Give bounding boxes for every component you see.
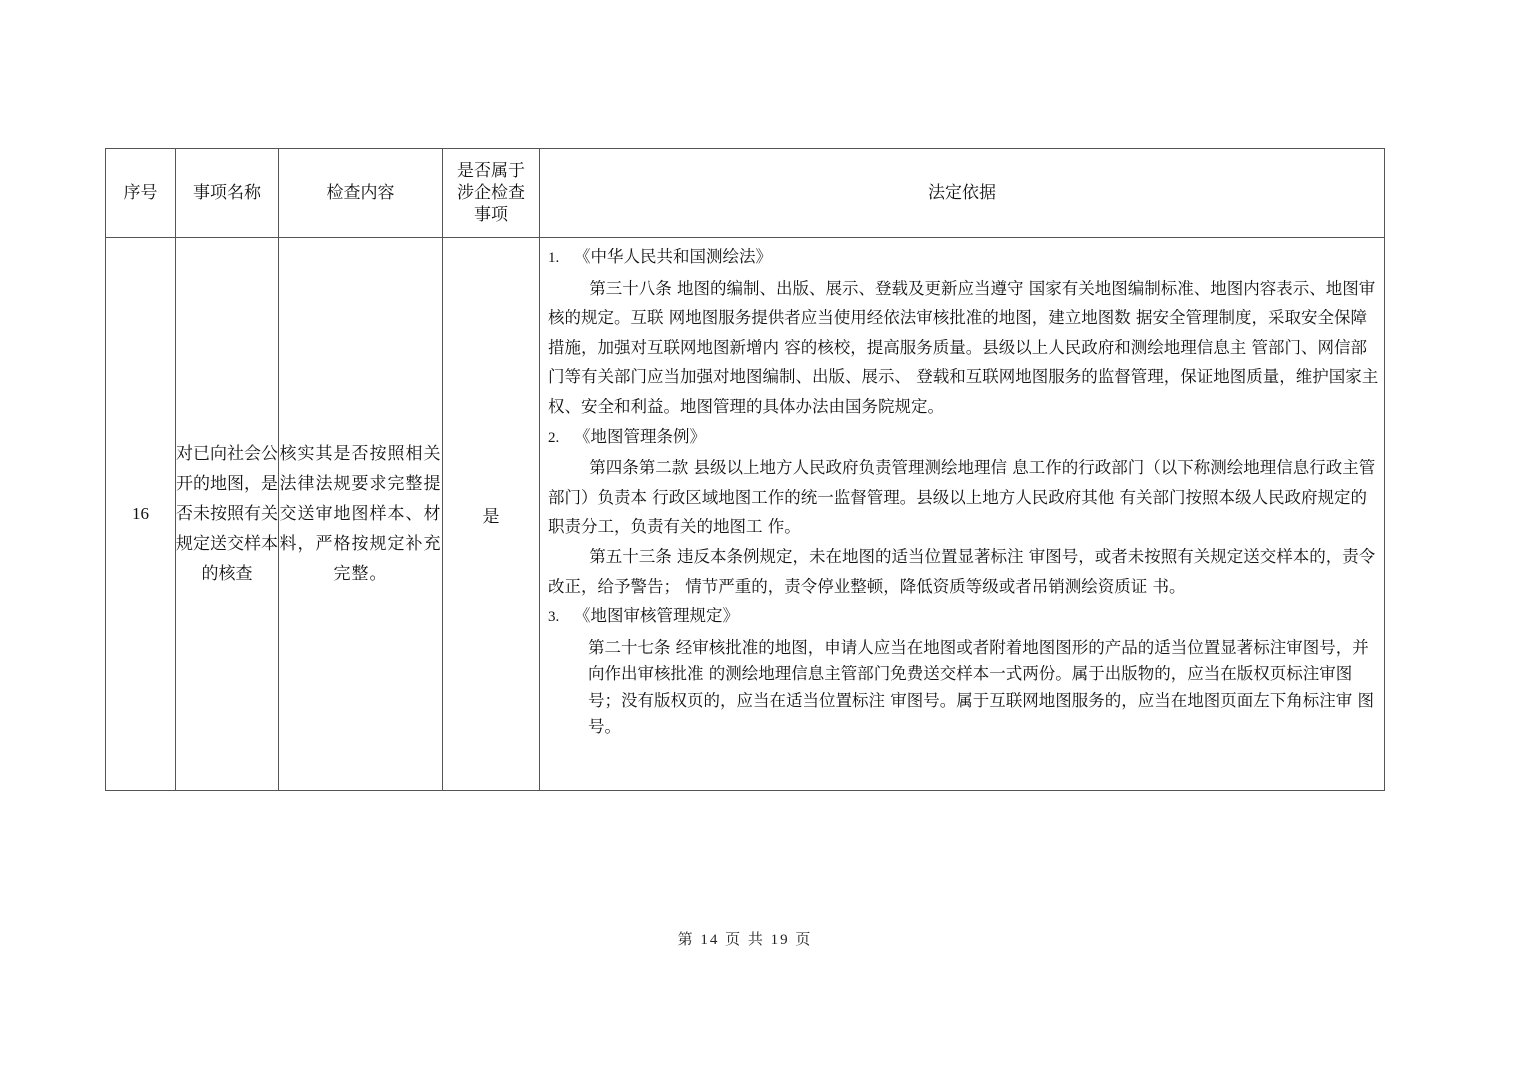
table-row <box>106 238 1385 791</box>
legal-basis-list <box>548 242 1382 741</box>
footer-middle: 页 共 <box>725 932 765 948</box>
row-check-content: 核实其是否按照相关法律法规要求完整提交送审地图样本、材料，严格按规定补充完整。 <box>279 238 443 791</box>
law-name: 《地图审核管理规定》 <box>574 606 739 626</box>
row-legal-basis <box>540 238 1385 791</box>
law-number: 3. <box>548 609 560 626</box>
header-check-content: 检查内容 <box>279 149 443 238</box>
law-article: 第三十八条 地图的编制、出版、展示、登载及更新应当遵守 国家有关地图编制标准、地图内容表示、地图审核的规定。互联 网地图服务提供者应当使用经依法审核批准的地图，建立地图数 据安全管理制度，采取安全保障措施，加强对互联网地图新增内 容的核校，提高服务质量。县级以上人民政府和测绘地理信息主 管部门、网信部门等有关部门应当加强对地图编制、出版、展示、 登载和互联网地图服务的监督管理，保证地图质量，维护国家主 权、安全和利益。地图管理的具体办法由国务院规定。 <box>548 278 1379 416</box>
inspection-items-table <box>105 148 1385 791</box>
header-seq: 序号 <box>106 149 176 238</box>
row-enterprise-related: 是 <box>443 238 540 791</box>
law-article: 第五十三条 违反本条例规定，未在地图的适当位置显著标注 审图号，或者未按照有关规定送交样本的，责令改正，给予警告； 情节严重的，责令停业整顿，降低资质等级或者吊销测绘资质证 书。 <box>548 546 1376 596</box>
header-item-name: 事项名称 <box>176 149 279 238</box>
footer-current-page: 14 <box>700 932 720 948</box>
table-header-row <box>106 149 1385 238</box>
law-number: 2. <box>548 429 560 446</box>
law-article: 第二十七条 经审核批准的地图，申请人应当在地图或者附着地图图形的产品的适当位置显著标注审图号，并向作出审核批准 的测绘地理信息主管部门免费送交样本一式两份。属于出版物的，应当在版权页标注审图号；没有版权页的，应当在适当位置标注 审图号。属于互联网地图服务的，应当在地图页面左下角标注审 图号。 <box>588 637 1374 737</box>
law-title <box>548 242 1382 274</box>
header-enterprise-related: 是否属于涉企检查事项 <box>443 149 540 238</box>
law-article: 第四条第二款 县级以上地方人民政府负责管理测绘地理信 息工作的行政部门（以下称测绘地理信息行政主管部门）负责本 行政区域地图工作的统一监督管理。县级以上地方人民政府其他 有关部门按照本级人民政府规定的职责分工，负责有关的地图工 作。 <box>548 458 1376 537</box>
footer-prefix: 第 <box>677 932 695 948</box>
law-title <box>548 422 1382 454</box>
law-name: 《地图管理条例》 <box>574 426 706 446</box>
footer-total-pages: 19 <box>770 932 790 948</box>
law-title <box>548 601 1382 633</box>
law-name: 《中华人民共和国测绘法》 <box>574 247 772 266</box>
law-number: 1. <box>548 250 560 266</box>
header-legal-basis: 法定依据 <box>540 149 1385 238</box>
footer-suffix: 页 <box>795 932 813 948</box>
row-item-name: 对已向社会公开的地图，是否未按照有关规定送交样本的核查 <box>176 238 279 791</box>
row-seq: 16 <box>106 238 176 791</box>
page-footer <box>0 928 1490 949</box>
